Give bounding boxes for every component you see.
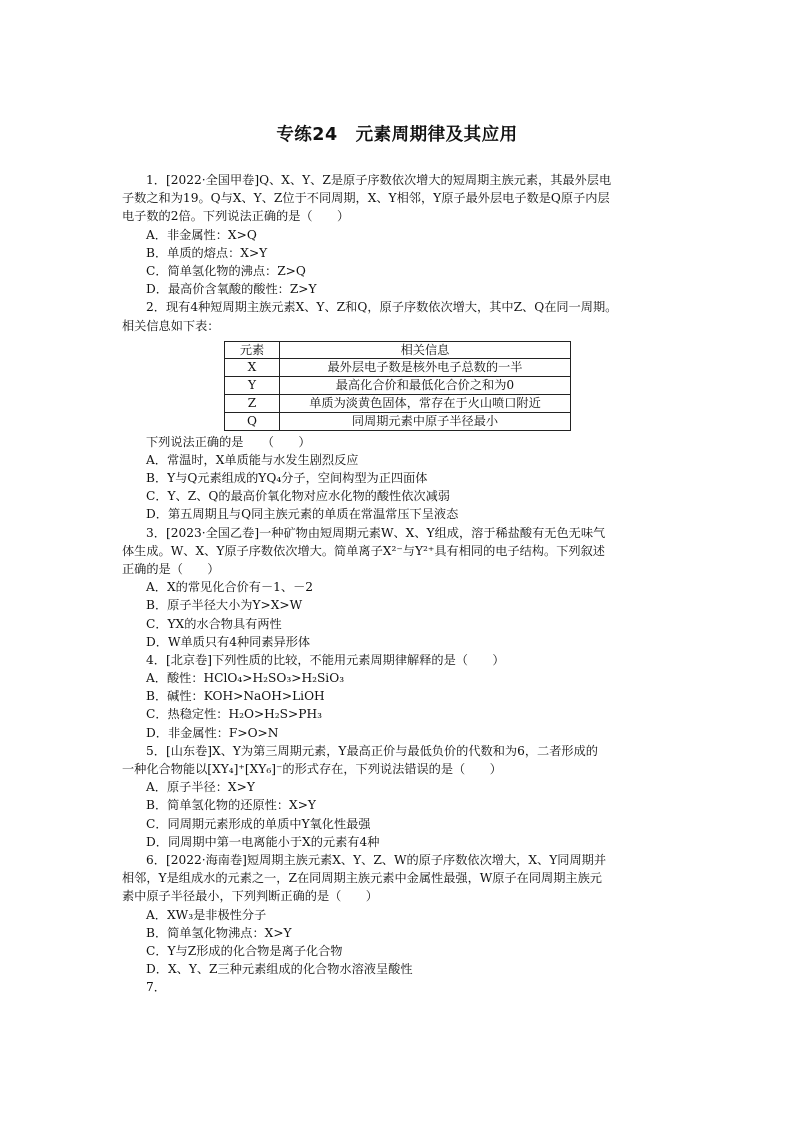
table-cell: 同周期元素中原子半径最小 [280,412,571,430]
option-c: C．Y与Z形成的化合物是离子化合物 [146,943,343,958]
table-cell: X [225,359,280,377]
element-info-table [224,341,571,431]
question-stem-line: 2．现有4种短周期主族元素X、Y、Z和Q，原子序数依次增大，其中Z、Q在同一周期。 [146,300,618,315]
option-c: C．YX的水合物具有两性 [146,616,282,631]
option-b: B．简单氢化物的还原性：X>Y [146,798,316,813]
option-d: D．最高价含氧酸的酸性：Z>Y [146,282,317,297]
question-6 [122,851,678,978]
option-a: A．原子半径：X>Y [146,780,255,795]
option-c: C．Y、Z、Q的最高价氧化物对应水化物的酸性依次减弱 [146,489,450,504]
question-stem-line: 4．[北京卷]下列性质的比较，不能用元素周期律解释的是（ ） [146,652,505,667]
question-stem-line: 体生成。W、X、Y原子序数依次增大。简单离子X²⁻与Y²⁺具有相同的电子结构。下列叙述 [122,543,605,558]
question-prompt: 下列说法正确的是 （ ） [146,434,311,449]
question-stem-line: 6．[2022·海南卷]短周期主族元素X、Y、Z、W的原子序数依次增大，X、Y同周期并 [146,852,607,867]
question-7-number: 7． [146,980,166,995]
option-d: D．非金属性：F>O>N [146,725,279,740]
option-a: A．非金属性：X>Q [146,227,257,242]
question-stem-line: 一种化合物能以[XY₄]⁺[XY₆]⁻的形式存在，下列说法错误的是（ ） [122,762,502,777]
question-1 [122,171,678,298]
option-d: D．W单质只有4种同素异形体 [146,634,311,649]
option-b: B．Y与Q元素组成的YQ₄分子，空间构型为正四面体 [146,471,428,486]
question-stem-line: 子数之和为19。Q与X、Y、Z位于不同周期，X、Y相邻，Y原子最外层电子数是Q原子内层 [122,191,610,206]
option-d: D．X、Y、Z三种元素组成的化合物水溶液呈酸性 [146,962,413,977]
question-stem-line: 1．[2022·全国甲卷]Q、X、Y、Z是原子序数依次增大的短周期主族元素，其最外层电 [146,173,612,187]
question-stem-line: 3．[2023·全国乙卷]一种矿物由短周期元素W、X、Y组成，溶于稀盐酸有无色无味气 [146,525,606,540]
option-b: B．简单氢化物沸点：X>Y [146,925,292,940]
option-a: A．XW₃是非极性分子 [146,907,267,922]
table-cell: Q [225,412,280,430]
table-row [225,359,571,377]
table-cell: 单质为淡黄色固体，常存在于火山喷口附近 [280,395,571,413]
table-row [225,395,571,413]
question-3 [122,524,678,651]
option-c: C．热稳定性：H₂O>H₂S>PH₃ [146,707,322,722]
question-stem-line: 相关信息如下表： [122,318,220,333]
question-stem-line: 5．[山东卷]X、Y为第三周期元素，Y最高正价与最低负价的代数和为6，二者形成的 [146,743,598,758]
table-header-cell: 相关信息 [280,341,571,359]
table-header-cell: 元素 [225,341,280,359]
question-stem-line: 相邻，Y是组成水的元素之一，Z在同周期主族元素中金属性最强，W原子在同周期主族元 [122,871,602,886]
option-b: B．单质的熔点：X>Y [146,245,268,260]
question-stem-line: 素中原子半径最小，下列判断正确的是（ ） [122,889,378,904]
option-a: A．酸性：HClO₄>H₂SO₃>H₂SiO₃ [146,671,345,686]
page-title: 专练24 元素周期律及其应用 [276,125,518,145]
option-c: C．简单氢化物的沸点：Z>Q [146,263,306,278]
question-stem-line: 电子数的2倍。下列说法正确的是（ ） [122,209,350,224]
option-d: D．第五周期且与Q同主族元素的单质在常温常压下呈液态 [146,507,459,522]
question-stem-line: 正确的是（ ） [122,561,220,576]
option-c: C．同周期元素形成的单质中Y氧化性最强 [146,816,371,831]
table-row [225,412,571,430]
option-b: B．碱性：KOH>NaOH>LiOH [146,689,325,704]
option-a: A．常温时，X单质能与水发生剧烈反应 [146,452,359,467]
question-4 [122,651,678,742]
table-row [225,377,571,395]
option-b: B．原子半径大小为Y>X>W [146,598,303,613]
question-list [122,171,678,996]
question-5 [122,742,678,851]
table-cell: 最外层电子数是核外电子总数的一半 [280,359,571,377]
table-cell: 最高化合价和最低化合价之和为0 [280,377,571,395]
table-cell: Y [225,377,280,395]
table-cell: Z [225,395,280,413]
table-header-row [225,341,571,359]
question-2 [122,298,678,523]
option-a: A．X的常见化合价有－1、－2 [146,580,314,595]
option-d: D．同周期中第一电离能小于X的元素有4种 [146,834,380,849]
